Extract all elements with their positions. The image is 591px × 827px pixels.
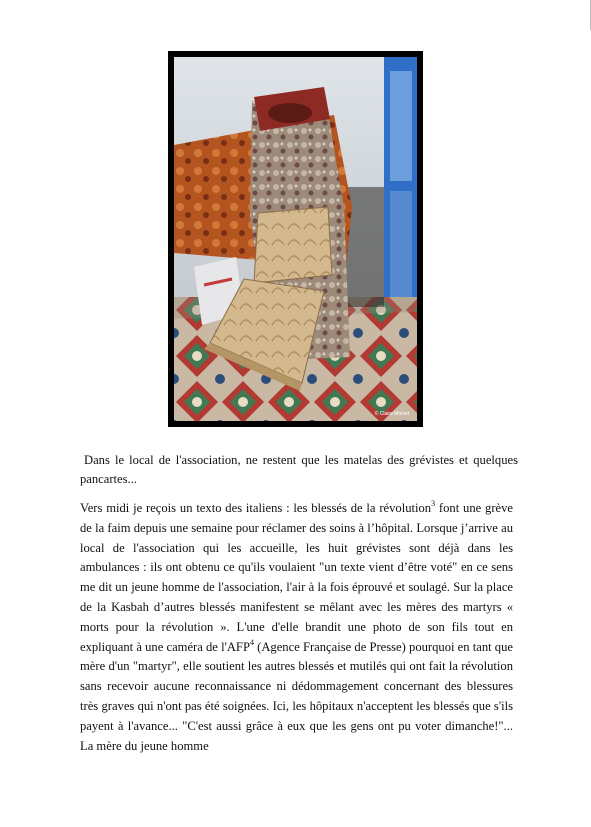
body-paragraph <box>80 499 513 756</box>
photo-frame <box>168 51 423 427</box>
photo-caption <box>80 451 518 489</box>
photo-credit: © Claire Moiset <box>374 411 409 417</box>
photo-mattresses <box>174 57 417 421</box>
body-segment-3: (Agence Française de Presse) pourquoi en tant que mère d'un "martyr", elle soutient les autres blessés et mutilés qui ont fait la révolution sans recevoir aucune reconnaissance ni dédommagement concernant des blessures très graves qui n'ont pas été soignées. Ici, les hôpitaux n'acceptent les blessés que s'ils payent à l'avance... "C'est aussi grâce à eux que les gens ont pu voter dimanche!"... La mère du jeune homme <box>80 639 513 753</box>
caption-text: Dans le local de l'association, ne restent que les matelas des grévistes et quelques pancartes... <box>80 453 518 486</box>
footnote-ref-4: 4 <box>249 637 254 647</box>
body-text <box>80 499 513 756</box>
footnote-ref-3: 3 <box>431 499 436 508</box>
body-segment-2: font une grève de la faim depuis une semaine pour réclamer des soins à l’hôpital. Lorsque j’arrive au local de l'association qui les accueille, les huit grévistes sont déjà dans les ambulances : ils ont obtenu ce qu'ils voulaient "un texte vient d’être voté" en ce sens me dit un jeune homme de l'association, l'air à la fois éprouvé et soulagé. Sur la place de la Kasbah d’autres blessés manifestent se mêlant avec les mères des martyrs « morts pour la révolution ». L'une d'elle brandit une photo de son fils tout en expliquant à une caméra de l'AFP <box>80 501 513 654</box>
page-edge <box>586 0 591 30</box>
body-segment-1: Vers midi je reçois un texto des italiens : les blessés de la révolution <box>80 501 432 515</box>
